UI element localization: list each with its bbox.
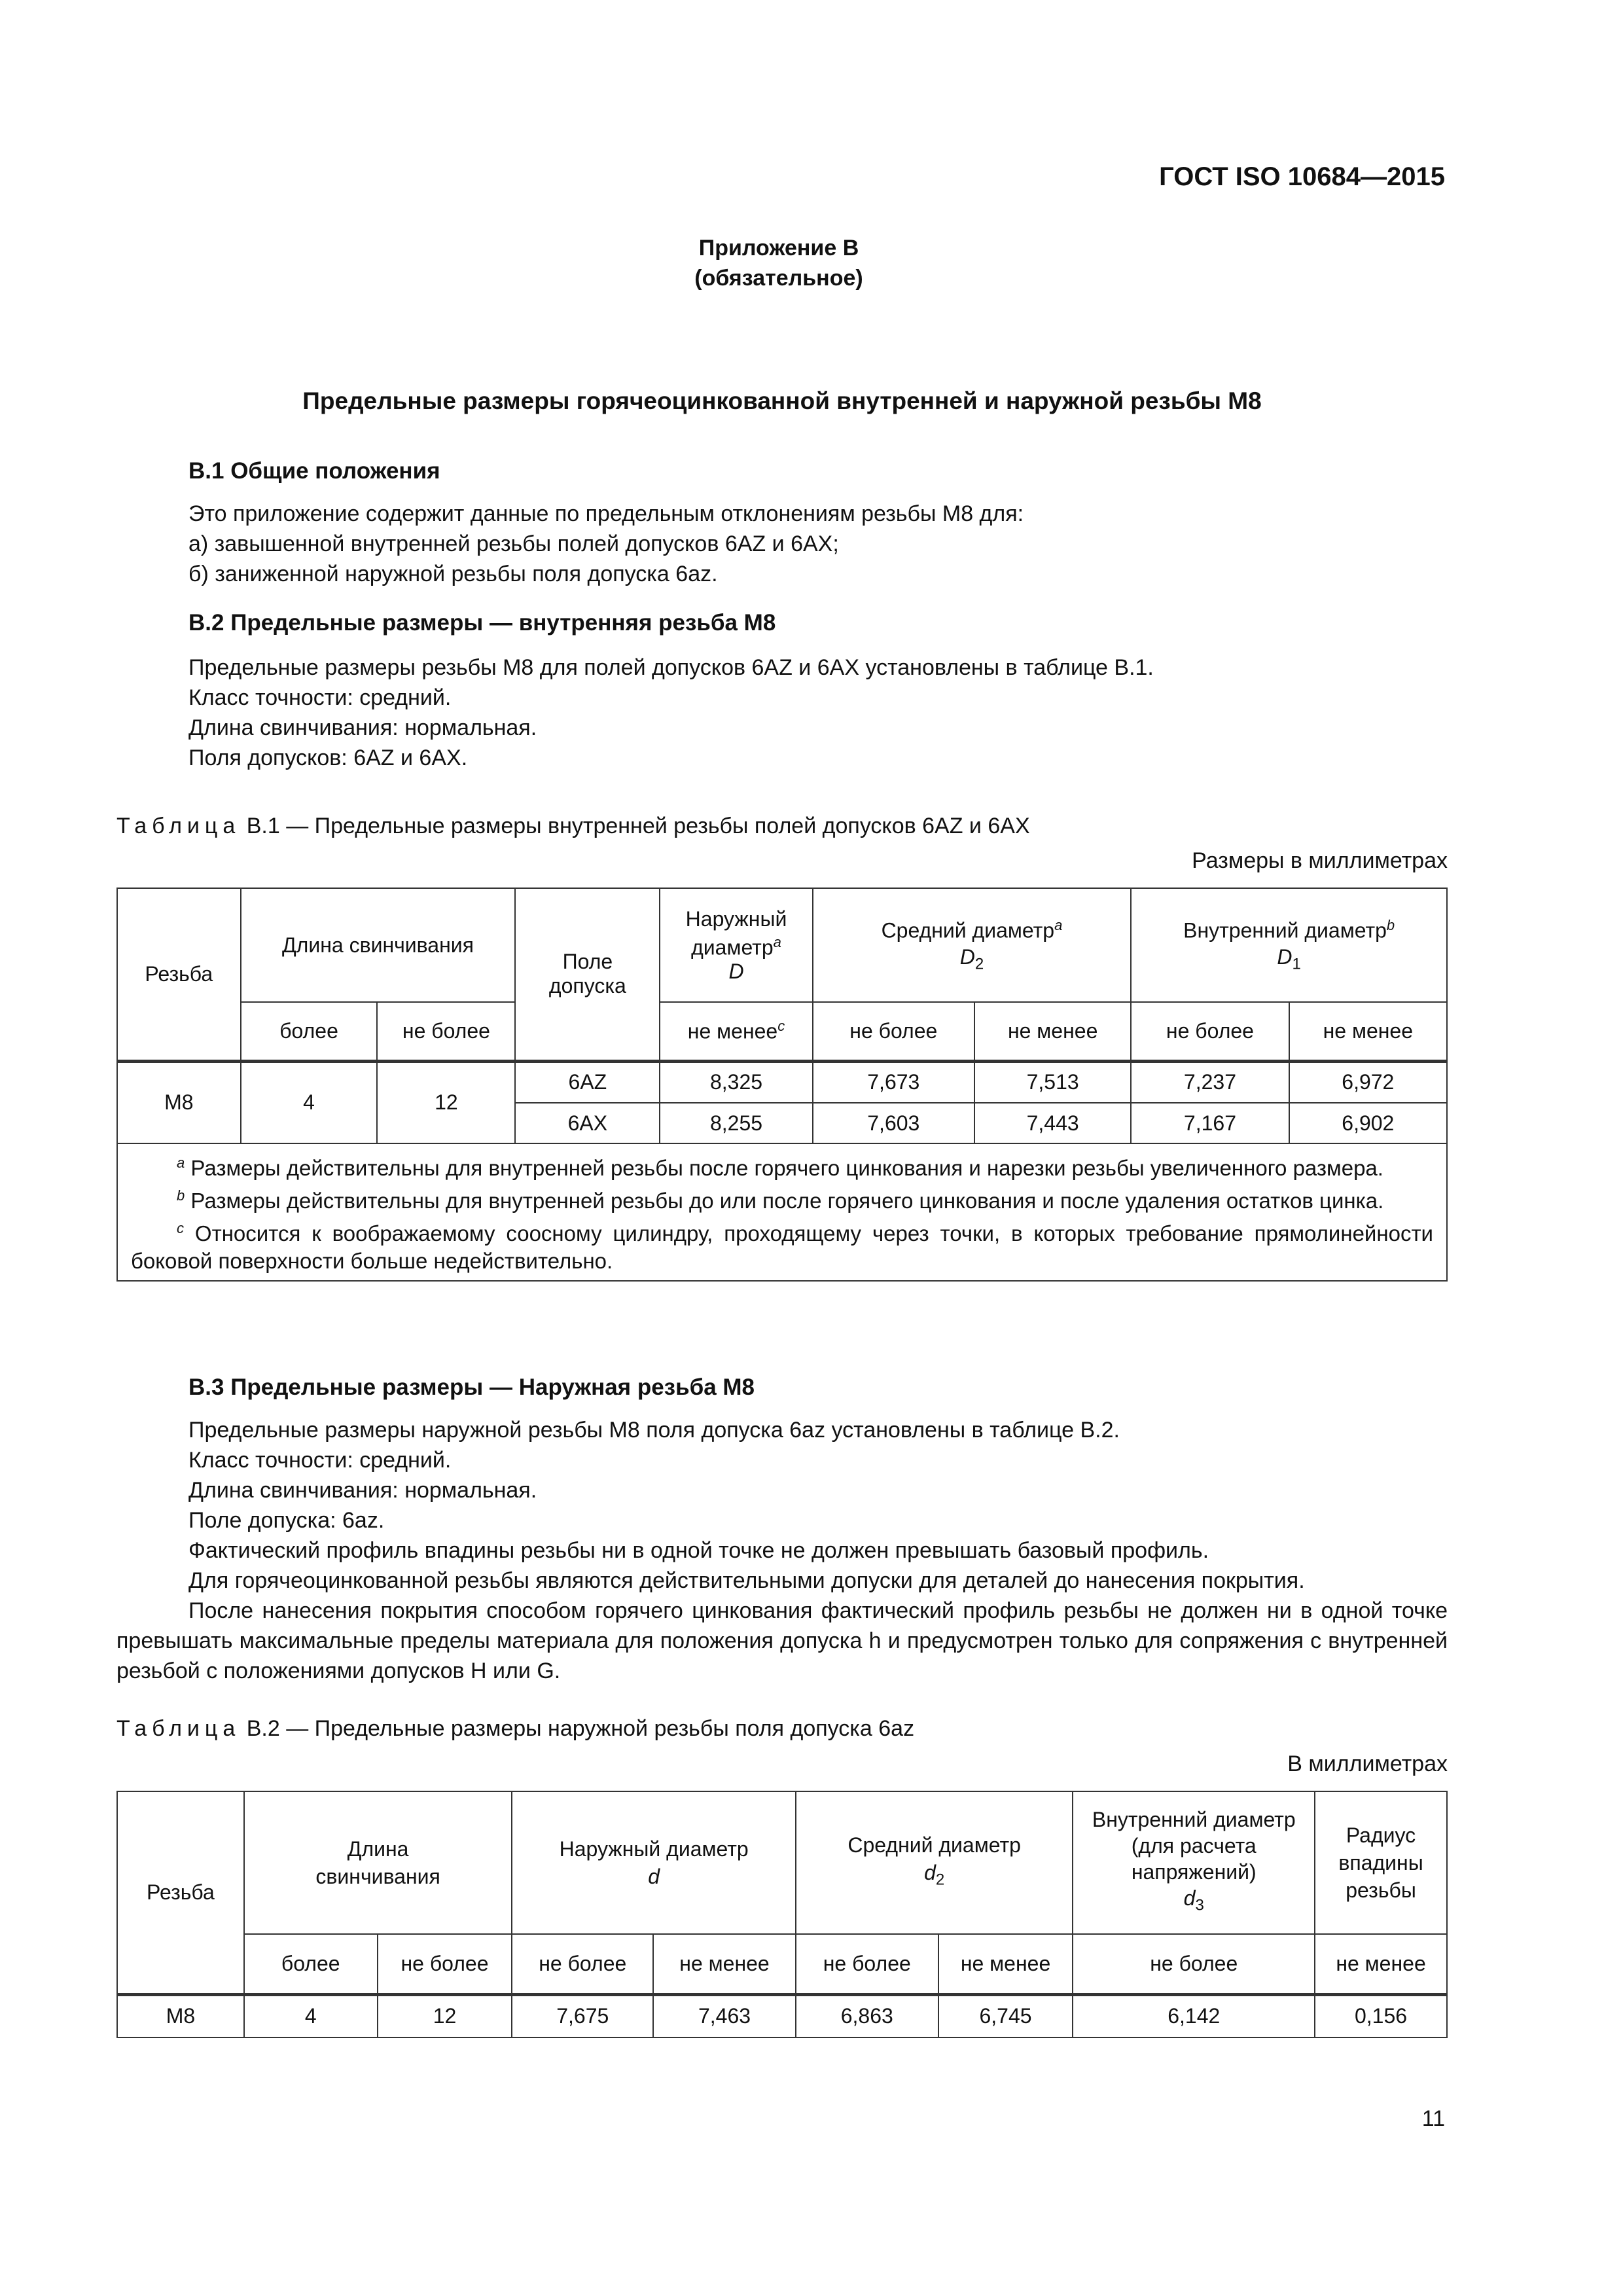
table-b2 xyxy=(116,1791,1448,2038)
text-line: Поле допуска: 6az. xyxy=(188,1508,385,1533)
subheader-more: более xyxy=(241,1002,378,1061)
table-note: $^a$ Размеры действительны для внутренней резьбы после горячего цинкования и нарезки резьбы увеличенного размера. xyxy=(177,1155,1383,1180)
text-line: а) завышенной внутренней резьбы полей допусков 6AZ и 6AX; xyxy=(188,531,839,556)
header-radius: Радиус впадины резьбы xyxy=(1315,1791,1447,1934)
cell-mid-max: 7,603 xyxy=(813,1103,974,1143)
text-line: Это приложение содержит данные по предельным отклонениям резьбы М8 для: xyxy=(188,501,1024,526)
subheader-not-less: не менее xyxy=(1315,1934,1447,1994)
cell-inner-min: 6,972 xyxy=(1289,1061,1447,1103)
subheader-not-more: не более xyxy=(813,1002,974,1061)
text-line: Предельные размеры резьбы М8 для полей допусков 6AZ и 6AX установлены в таблице В.1. xyxy=(188,655,1154,680)
cell-field: 6AX xyxy=(515,1103,660,1143)
header-thread: Резьба xyxy=(117,888,241,1061)
table1-units: Размеры в миллиметрах xyxy=(1192,848,1448,873)
cell-length-not-more: 12 xyxy=(377,1061,515,1143)
cell-inner-min: 6,902 xyxy=(1289,1103,1447,1143)
cell-field: 6AZ xyxy=(515,1061,660,1103)
header-mid-diameter: Средний диаметр$^a$ $D_2$ xyxy=(813,888,1132,1002)
section-b2-text xyxy=(188,653,1154,773)
text-line: Класс точности: средний. xyxy=(188,1448,452,1473)
table-row xyxy=(117,1061,1447,1103)
section-b2-heading: В.2 Предельные размеры — внутренняя резьба М8 xyxy=(188,610,776,636)
cell-inner-max: 7,237 xyxy=(1131,1061,1289,1103)
subheader-not-less: не менее xyxy=(938,1934,1073,1994)
header-mid-diameter: Средний диаметр $d_2$ xyxy=(796,1791,1073,1934)
text-line: Фактический профиль впадины резьбы ни в одной точке не должен превышать базовый профиль. xyxy=(188,1538,1209,1563)
subheader-more: более xyxy=(244,1934,378,1994)
cell-mid-min: 6,745 xyxy=(938,1994,1073,2037)
table2-units: В миллиметрах xyxy=(1287,1751,1448,1776)
subheader-not-more: не более xyxy=(377,1002,515,1061)
annex-title: Приложение В xyxy=(698,236,859,260)
subheader-not-less: не менее xyxy=(1289,1002,1447,1061)
cell-inner-max: 6,142 xyxy=(1073,1994,1315,2037)
section-b3-paragraph: После нанесения покрытия способом горячего цинкования фактический профиль резьбы не должен ни в одной точке превышать максимальные пределы материала для положения допуска h и предусмотрен только для сопряжения с внутренней резьбой с положениями допусков H или G. xyxy=(116,1598,1448,1683)
cell-length-not-more: 12 xyxy=(378,1994,512,2037)
subheader-not-more: не более xyxy=(1131,1002,1289,1061)
header-outer-diameter: Наружный диаметр$^a$ D xyxy=(660,888,812,1002)
header-inner-diameter: Внутренний диаметр$^b$ $D_1$ xyxy=(1131,888,1447,1002)
caption-prefix: Таблица xyxy=(116,814,241,838)
section-b1-heading: В.1 Общие положения xyxy=(188,458,440,484)
text-line: Для горячеоцинкованной резьбы являются действительными допуски для деталей до нанесения покрытия. xyxy=(188,1568,1305,1593)
cell-thread: М8 xyxy=(117,1061,241,1143)
section-b1-text xyxy=(188,499,1024,589)
page-number: 11 xyxy=(1421,2106,1445,2131)
caption-text: В.1 — Предельные размеры внутренней резьбы полей допусков 6AZ и 6AX xyxy=(240,814,1030,838)
cell-length-more: 4 xyxy=(244,1994,378,2037)
text-line: Класс точности: средний. xyxy=(188,685,452,710)
caption-text: В.2 — Предельные размеры наружной резьбы поля допуска 6az xyxy=(240,1716,915,1741)
cell-mid-min: 7,513 xyxy=(974,1061,1131,1103)
text-line: Длина свинчивания: нормальная. xyxy=(188,715,537,740)
header-field: Поле допуска xyxy=(515,888,660,1061)
subheader-not-more: не более xyxy=(378,1934,512,1994)
text-line: Предельные размеры наружной резьбы М8 поля допуска 6az установлены в таблице В.2. xyxy=(188,1418,1120,1443)
table-row xyxy=(117,1994,1447,2037)
table-notes-row xyxy=(117,1143,1447,1281)
subheader-not-less: не менее$^c$ xyxy=(660,1002,812,1061)
cell-outer-min: 7,463 xyxy=(653,1994,796,2037)
subheader-not-less: не менее xyxy=(974,1002,1131,1061)
subheader-not-more: не более xyxy=(796,1934,938,1994)
table-notes xyxy=(117,1143,1447,1281)
cell-inner-max: 7,167 xyxy=(1131,1103,1289,1143)
header-thread: Резьба xyxy=(117,1791,244,1994)
table-b1 xyxy=(116,888,1448,1282)
header-inner-diameter: Внутренний диаметр (для расчета напряжений) $d_3$ xyxy=(1073,1791,1315,1934)
cell-length-more: 4 xyxy=(241,1061,378,1143)
header-outer-diameter: Наружный диаметр d xyxy=(512,1791,796,1934)
text-line: Длина свинчивания: нормальная. xyxy=(188,1478,537,1503)
table-note: $^c$ Относится к воображаемому соосному цилиндру, проходящему через точки, в которых требование прямолинейности боковой поверхности больше недействительно. xyxy=(131,1220,1433,1273)
subheader-not-more: не более xyxy=(1073,1934,1315,1994)
subheader-not-more: не более xyxy=(512,1934,653,1994)
header-length: Длина свинчивания xyxy=(241,888,516,1002)
annex-status: (обязательное) xyxy=(694,266,863,291)
table1-caption xyxy=(116,814,1030,839)
text-line: б) заниженной наружной резьбы поля допуска 6az. xyxy=(188,562,718,586)
caption-prefix: Таблица xyxy=(116,1716,241,1741)
subheader-not-less: не менее xyxy=(653,1934,796,1994)
cell-mid-min: 7,443 xyxy=(974,1103,1131,1143)
header-length: Длина свинчивания xyxy=(244,1791,512,1934)
cell-thread: М8 xyxy=(117,1994,244,2037)
cell-outer-max: 7,675 xyxy=(512,1994,653,2037)
cell-radius-min: 0,156 xyxy=(1315,1994,1447,2037)
section-b3-text xyxy=(188,1415,1305,1596)
document-id: ГОСТ ISO 10684—2015 xyxy=(1159,162,1445,191)
main-title: Предельные размеры горячеоцинкованной внутренней и наружной резьбы М8 xyxy=(302,387,1262,414)
section-b3-heading: В.3 Предельные размеры — Наружная резьба М8 xyxy=(188,1374,755,1400)
cell-mid-max: 7,673 xyxy=(813,1061,974,1103)
cell-mid-max: 6,863 xyxy=(796,1994,938,2037)
cell-outer-min: 8,325 xyxy=(660,1061,812,1103)
table2-caption xyxy=(116,1716,914,1742)
cell-outer-min: 8,255 xyxy=(660,1103,812,1143)
text-line: Поля допусков: 6AZ и 6AX. xyxy=(188,745,468,770)
table-note: $^b$ Размеры действительны для внутренней резьбы до или после горячего цинкования и после удаления остатков цинка. xyxy=(177,1187,1384,1213)
